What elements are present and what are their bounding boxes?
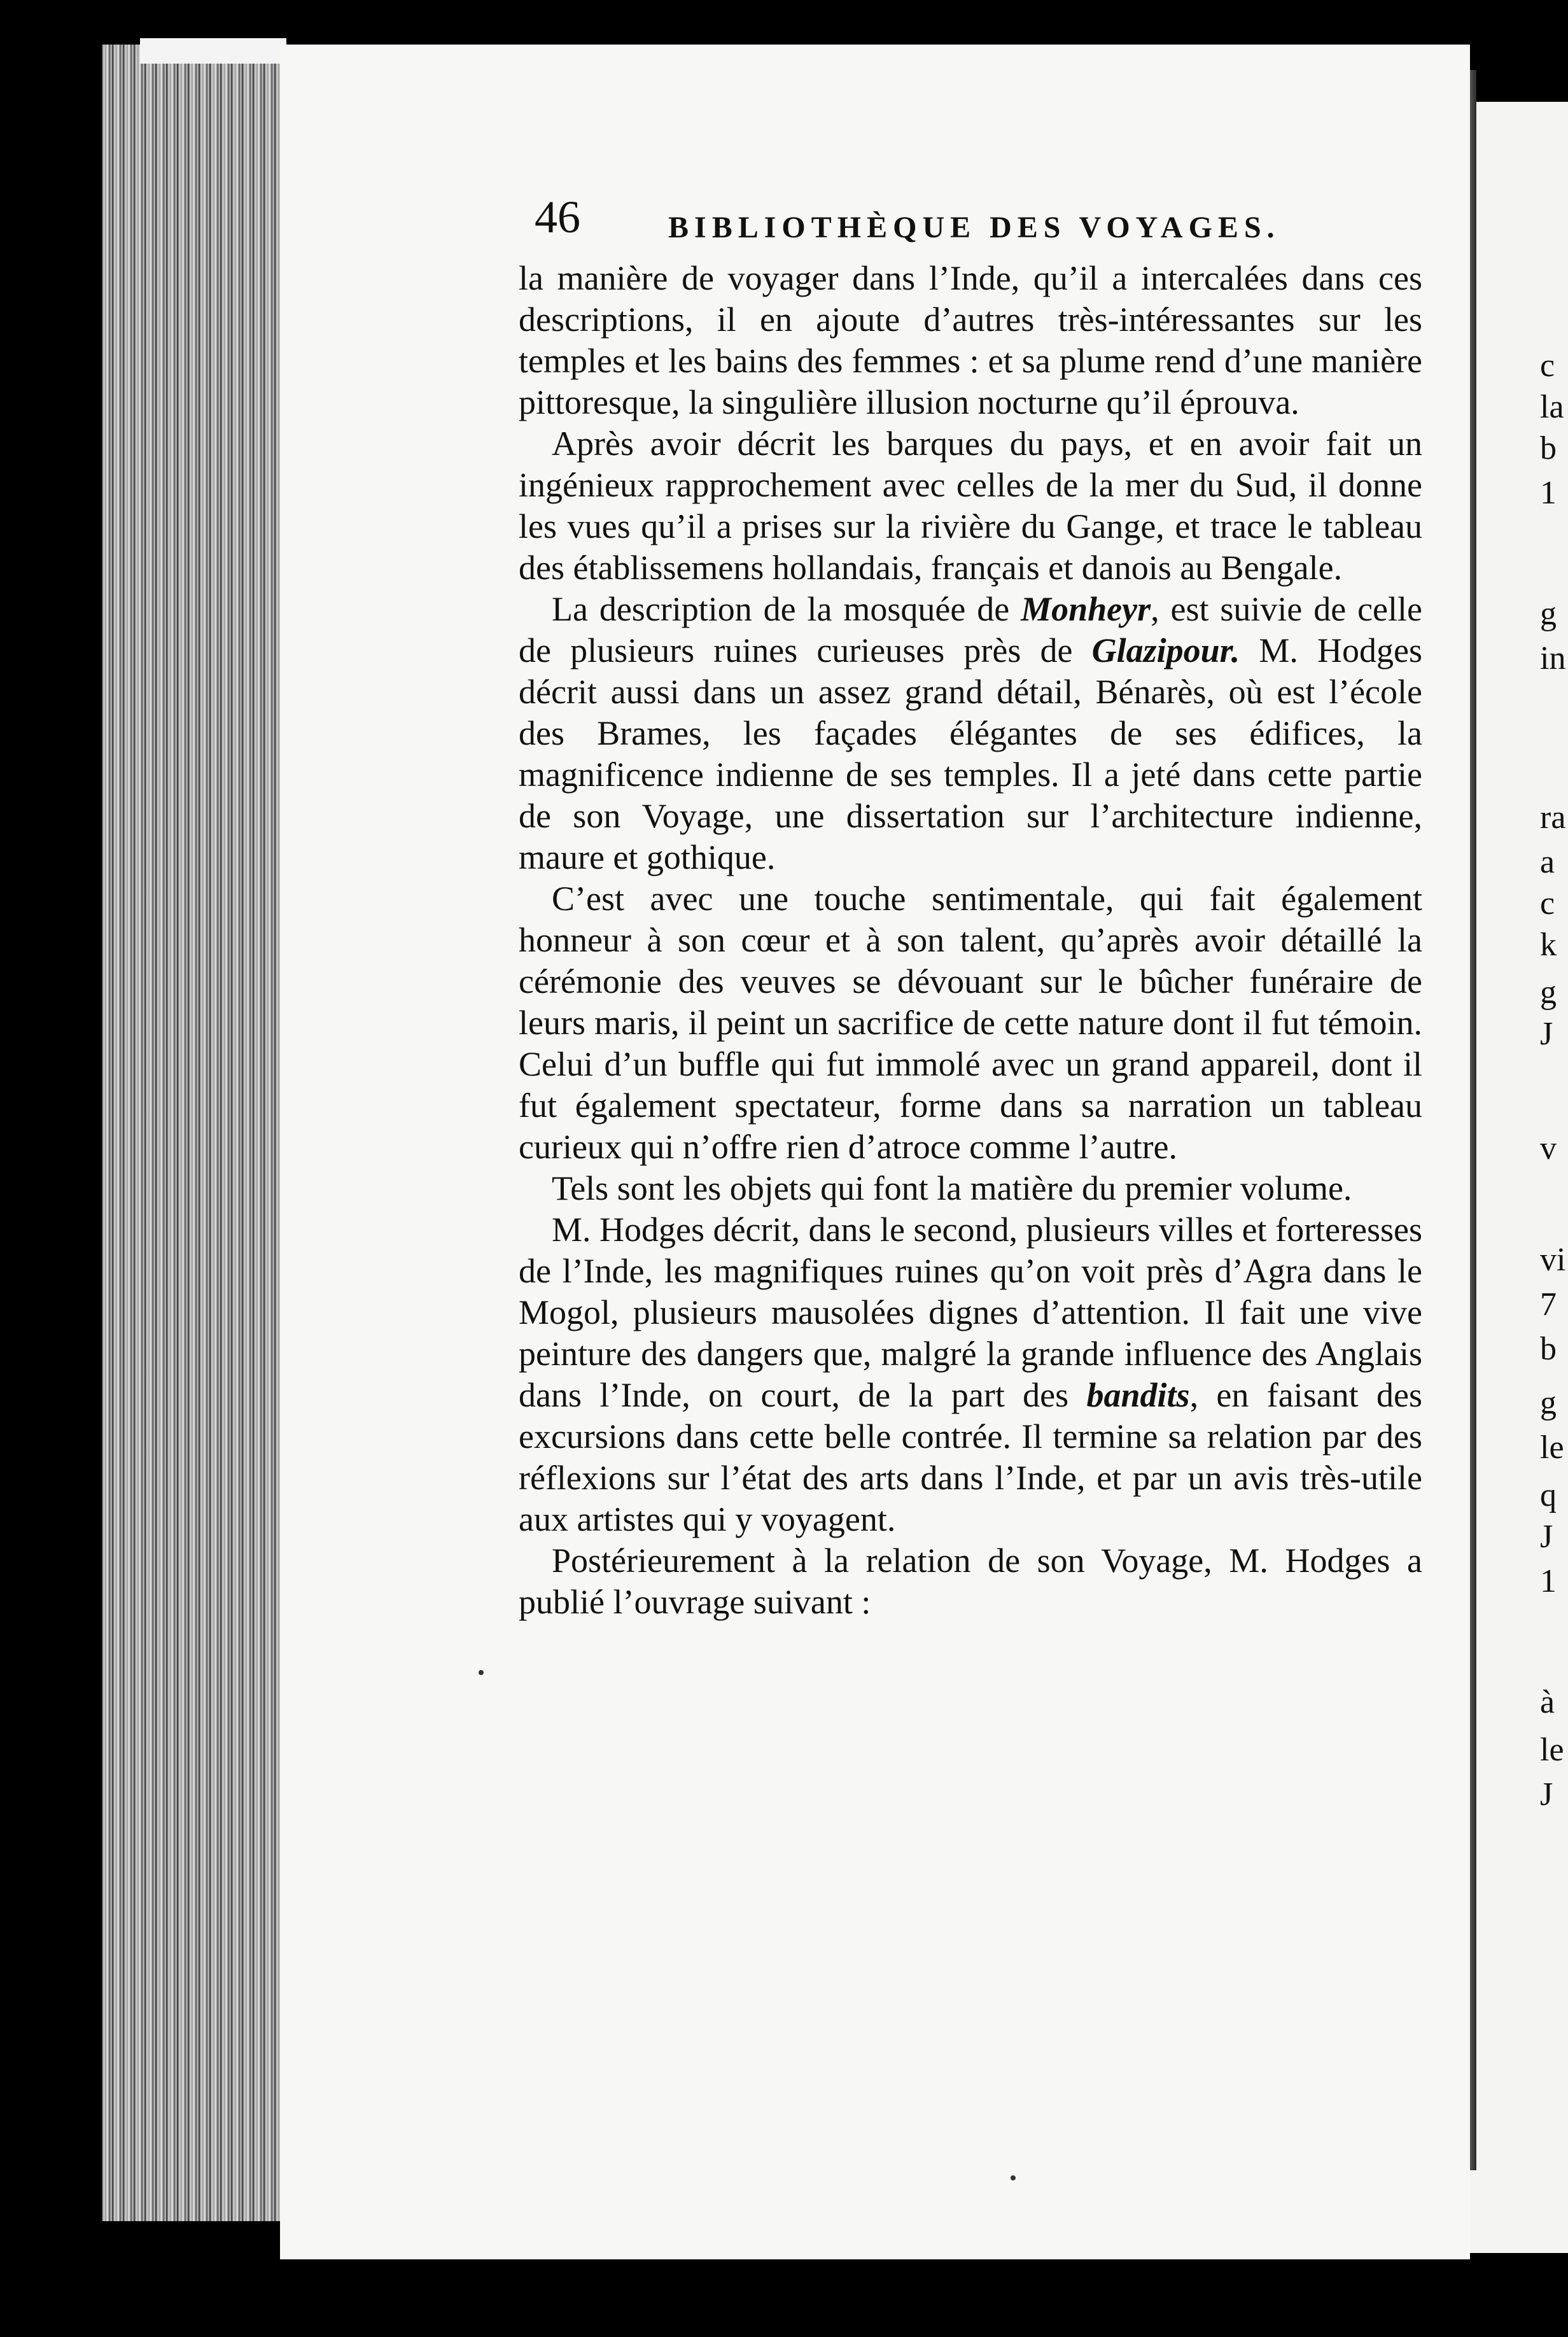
- facing-page-fragment: b: [1540, 1331, 1557, 1367]
- text-run: Postérieurement à la relation de son Voyage, M. Hodges a publié l’ouvrage suivant :: [519, 1541, 1422, 1621]
- facing-page-fragment: 7: [1540, 1286, 1557, 1323]
- facing-page-fragment: g: [1540, 1385, 1557, 1421]
- facing-page-fragment: 1: [1540, 1563, 1557, 1599]
- facing-page-fragment: la: [1540, 389, 1564, 425]
- italic-term: Glazipour.: [1091, 631, 1240, 670]
- text-run: Tels sont les objets qui font la matière du premier volume.: [552, 1169, 1352, 1207]
- facing-page-fragment: c: [1540, 885, 1555, 922]
- italic-term: bandits: [1086, 1376, 1190, 1414]
- facing-page-fragment: c: [1540, 347, 1555, 384]
- text-run: M. Hodges décrit aussi dans un assez grand détail, Bénarès, où est l’école des Brames, les façades élégantes de ses édifices, la magnificence indienne de ses temples. Il a jeté dans cette partie de son Voyage, une dissertation sur l’architecture indienne, maure et gothique.: [519, 631, 1422, 876]
- facing-page-fragment: J: [1540, 1016, 1553, 1052]
- text-run: la manière de voyager dans l’Inde, qu’il a intercalées dans ces descriptions, il en ajoute d’autres très-intéressantes sur les temples et les bains des femmes : et sa plume rend d’une manière pittoresque, la singulière illusion nocturne qu’il éprouva.: [519, 259, 1422, 421]
- paragraph: [519, 258, 1422, 423]
- facing-page-fragment: le: [1540, 1429, 1564, 1466]
- facing-page-fragment: ra: [1540, 799, 1566, 836]
- paragraph: [519, 1540, 1422, 1623]
- text-run: Après avoir décrit les barques du pays, et en avoir fait un ingénieux rapprochement avec celles de la mer du Sud, il donne les vues qu’il a prises sur la rivière du Gange, et trace le tableau des établissemens hollandais, français et danois au Bengale.: [519, 425, 1422, 587]
- page-number: 46: [535, 192, 580, 242]
- text-run: C’est avec une touche sentimentale, qui fait également honneur à son cœur et à son talent, qu’après avoir détaillé la cérémonie des veuves se dévouant sur le bûcher funéraire de leurs maris, il peint un sacrifice de cette nature dont il fut témoin. Celui d’un buffle qui fut immolé avec un grand appareil, dont il fut également spectateur, forme dans sa narration un tableau curieux qui n’offre rien d’atroce comme l’autre.: [519, 880, 1422, 1166]
- facing-page-fragment: 1: [1540, 475, 1557, 511]
- paragraph: [519, 1209, 1422, 1540]
- ink-speck: [479, 1670, 484, 1675]
- facing-page-fragment: a: [1540, 844, 1555, 880]
- facing-page-fragment: à: [1540, 1684, 1555, 1720]
- text-run: M. Hodges décrit, dans le second, plusieurs villes et forteresses de l’Inde, les magnifiques ruines qu’on voit près d’Agra dans le Mogol, plusieurs mausolées dignes d’attention. Il fait une vive peinture des dangers que, malgré la grande influence des Anglais dans l’Inde, on court, de la part des: [519, 1211, 1422, 1414]
- italic-term: Monheyr: [1021, 590, 1151, 628]
- facing-page-fragment: k: [1540, 927, 1557, 963]
- ink-speck: [1011, 2175, 1016, 2180]
- page-edges-top: [140, 38, 286, 64]
- facing-page-fragment: g: [1540, 974, 1557, 1011]
- body-text: [519, 258, 1422, 1623]
- text-run: , en faisant des excursions dans cette belle contrée. Il termine sa relation par des réflexions sur l’état des arts dans l’Inde, et par un avis très-utile aux artistes qui y voyagent.: [519, 1376, 1423, 1538]
- text-run: , est suivie de celle de plusieurs ruines curieuses près de: [519, 590, 1422, 670]
- paragraph: [519, 878, 1422, 1168]
- facing-page-fragment: vi: [1540, 1242, 1566, 1278]
- facing-page-fragment: le: [1540, 1732, 1564, 1768]
- paragraph: [519, 1168, 1422, 1209]
- facing-page-fragment: in: [1540, 640, 1566, 677]
- facing-page-fragment: v: [1540, 1130, 1557, 1167]
- facing-page-fragment: b: [1540, 430, 1557, 467]
- text-run: La description de la mosquée de: [552, 590, 1021, 628]
- paragraph: [519, 589, 1422, 878]
- facing-page-fragment: q: [1540, 1477, 1557, 1513]
- running-head: BIBLIOTHÈQUE DES VOYAGES.: [668, 211, 1280, 244]
- facing-page-fragment: g: [1540, 596, 1557, 632]
- facing-page-fragment: J: [1540, 1776, 1553, 1813]
- paragraph: [519, 423, 1422, 589]
- facing-page-fragment: J: [1540, 1519, 1553, 1555]
- page-edges: [102, 45, 286, 2221]
